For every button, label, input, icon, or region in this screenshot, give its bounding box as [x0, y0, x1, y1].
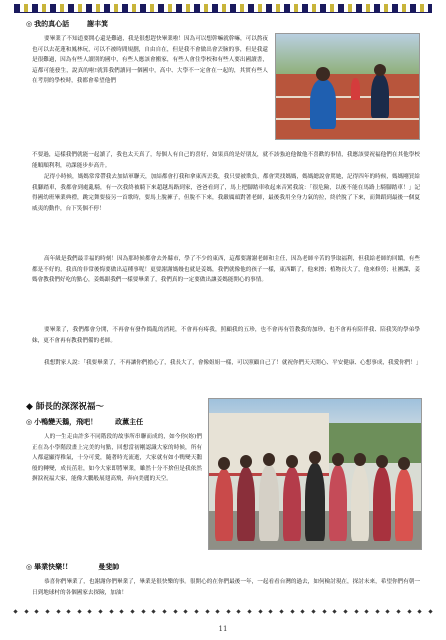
- section1-heading: [26, 19, 108, 29]
- section3-title: 畢業快樂!!: [34, 562, 69, 571]
- diamond-icon: ◆: [26, 402, 33, 412]
- section3-mark: ◎: [26, 562, 33, 571]
- photo-track-runners: [275, 33, 420, 140]
- section2-paragraph: 人的一生走由許多不同階段的故事所串聯而成的，如今你(妳)們正在為小學階段畫上完美的句點，回想當初剛認識大家的時候，所有人都還顯得稚氣，十分可愛，隨著時光流逝，大家就有如小鴨變天鵝般的轉變，成長茁壯，如今大家即將畢業，雖然十分不捨但是我依然摒淚祝福大家，能像大鵬般展翅高飛，奔向美麗的天空。: [32, 434, 202, 482]
- section1-paragraph-5: 要畢業了，我們都會分開，不再會有發作搗亂的消耗，不會再有疼我，照顧我的五珍，也不會再有管教我的加珍，也不會再有陪伴我、陪我笑的學弟學妹，更不會再有教我們備的老師。: [32, 327, 420, 344]
- section1-paragraph-2: 不要過，這樣我們就能一起讀了，我也太天真了，每個人有自己的喜好，如果真的是好朋友，就不該強迫他做他不喜歡的事情，我應該要祝福他們在其他學校能順順利利，功課能步步高升。: [32, 152, 420, 169]
- section2-author: 政薰主任: [115, 417, 144, 426]
- section1-title: 我的真心話: [34, 19, 70, 28]
- section2-title: 師長的深深祝福～: [35, 402, 104, 412]
- decorative-bottom-border: [14, 609, 432, 615]
- photo-teachers-group: [208, 398, 422, 550]
- section2-subheading: [26, 417, 143, 427]
- section1-paragraph-6: 我想對家人說：「我要畢業了，不再讓你們擔心了，我長大了，會像姐姐一樣，可以照顧自己了！就祝你們天天開心、平安健康、心想事成，我愛你們！」: [44, 360, 422, 366]
- decorative-top-border: [14, 4, 432, 13]
- section1-mark: ◎: [26, 19, 33, 28]
- section3-heading: [26, 562, 119, 572]
- section1-author: 謝丰箕: [87, 19, 109, 28]
- section2-heading: [26, 400, 104, 412]
- section3-paragraph: 恭喜你們畢業了，也謝謝你們畢業了，畢業是很快樂的事。很開心的在你們最後一年，一起看看台灣的過去，如何檢討現在，探討未來，希望你們有朝一日到地球村的各個國家去探險，加油！: [32, 579, 420, 596]
- section2-subtitle: 小鴨變天鵝，飛吧！: [34, 417, 98, 426]
- section1-paragraph-3: 記得小時候，媽媽常常帶我去加結軍聯天，加結都會打我和拿東西丟我，我只要被欺負，都會哭找媽媽，媽媽總說會罵她，記得四年的時候，媽媽剛買給我腳踏車，我都會到處亂騎，有一次我終被騎下來超越馬路到家，爸爸看到了，馬上把腳踏車收起來音罵我說：「很危險，以後不能在馬路上騎腳踏車！」記得國幼班畢業典禮，跳完舞要接另一首歌時，要馬上脫褲子，但脫不下來，我嚴厲頭對著老師，最後我用全身力氣的拉，終於脫了下來，而舞蹈到最後一個夏威夷的動作，台下笑個不停！: [32, 174, 420, 212]
- section2-mark: ◎: [26, 417, 33, 426]
- section1-paragraph-4: 高年級是我們最幸福的時刻！因為那時候都會去外縣市，學了不少的東西，這都要謝謝老師和主任，因為老師辛苦的爭取福利，但我給老師的回饋，有些都是不好的，我真的非常後悔要做出這種事呢！更要謝謝媽嫚也就是姜媽，我們就像他的孩子一樣，東西斷了，他來擦；植物長大了，他來修剪；社團課，姜媽會教我們好吃的點心，姜媽跟我們一樣要畢業了，我們真的一定要做出讓姜媽能開心的事情。: [32, 256, 420, 283]
- page-number: 11: [218, 625, 228, 633]
- section3-author: 曼斐帥: [98, 562, 120, 571]
- section1-paragraph-1: 要畢業了不知道要開心還是難過，我是很想趕快畢業啦！因為可以想幹嘛就幹嘛，可以熬夜也可以去花蓮和鳳林玩，可以不被時間規劃，自由自在，但是我不會做出會丟臉的事，但是我還是很難過，因為有些人讀別的國中，有些人應該會搬家，有些人會住學校和有些人要出國讀書，這都可能發生，說真的啦!就算我們讀同一個國中，高中、大學不一定會在一起的，其實有些人在考別的學校時，我都會希望他們: [32, 36, 268, 84]
